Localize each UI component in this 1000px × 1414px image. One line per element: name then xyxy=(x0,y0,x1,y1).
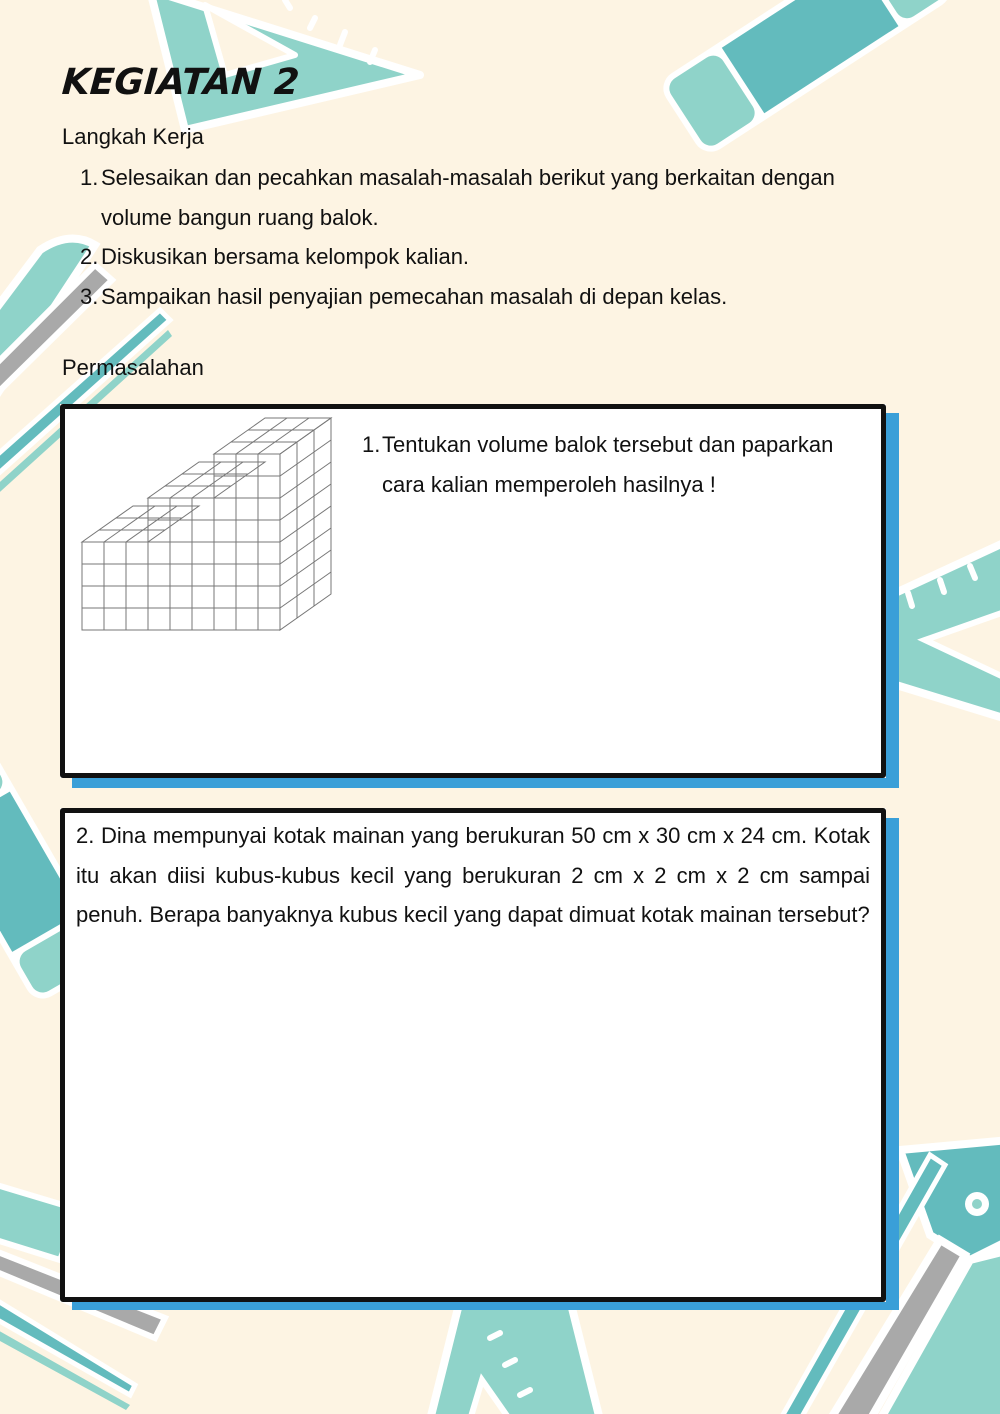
page-title: KEGIATAN 2 xyxy=(60,62,301,103)
problem-1-question: Tentukan volume balok tersebut dan paparkan cara kalian memperoleh hasilnya ! xyxy=(382,432,834,497)
step-number: 1. xyxy=(80,165,99,190)
step-item xyxy=(80,158,910,237)
stair-cube-figure xyxy=(80,416,340,636)
steps-list xyxy=(80,158,910,316)
step-text: Diskusikan bersama kelompok kalian. xyxy=(101,244,470,269)
step-text: Selesaikan dan pecahkan masalah-masalah berikut yang berkaitan dengan volume bangun ruang balok. xyxy=(101,165,835,230)
step-number: 3. xyxy=(80,283,99,309)
step-item xyxy=(80,277,910,317)
problem-1-text xyxy=(362,425,842,504)
step-item xyxy=(80,237,910,277)
langkah-kerja-heading: Langkah Kerja xyxy=(62,124,204,149)
permasalahan-heading: Permasalahan xyxy=(62,355,204,380)
problem-1-number: 1. xyxy=(362,432,381,457)
problem-2-question: 2. Dina mempunyai kotak mainan yang berukuran 50 cm x 30 cm x 24 cm. Kotak itu akan diisi kubus-kubus kecil yang berukuran 2 cm x 2 cm x 2 cm sampai penuh. Berapa banyaknya kubus kecil yang dapat dimuat kotak mainan tersebut? xyxy=(76,823,870,927)
step-number: 2. xyxy=(80,244,99,269)
step-text: Sampaikan hasil penyajian pemecahan masalah di depan kelas. xyxy=(101,283,728,309)
